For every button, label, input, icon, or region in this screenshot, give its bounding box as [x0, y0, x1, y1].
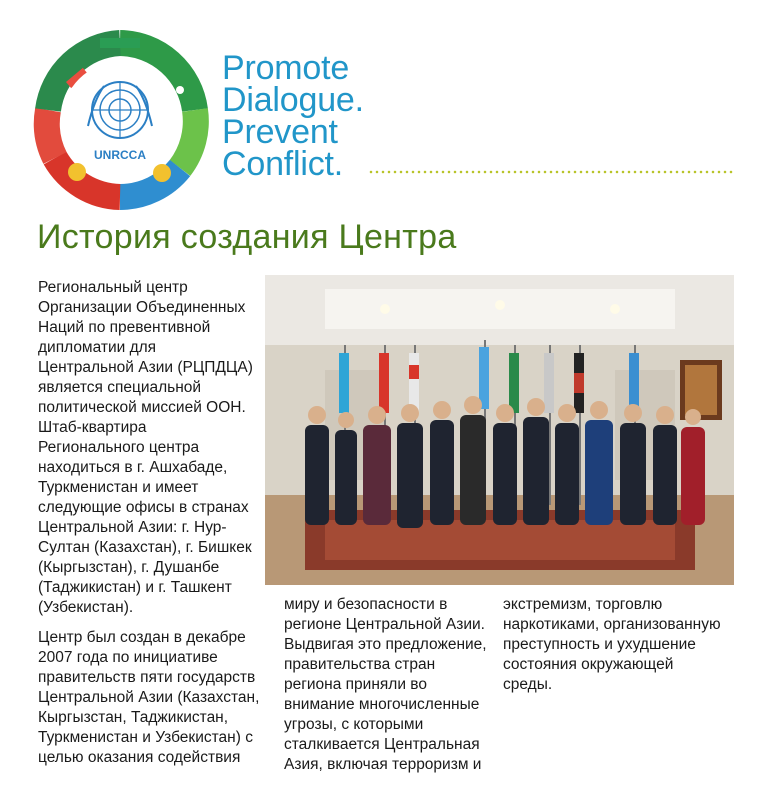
- group-photo-icon: [265, 275, 734, 585]
- text-line: находиться в г. Ашхабаде,: [38, 459, 228, 476]
- page-title: История создания Центра: [37, 218, 457, 256]
- text-line: (Кыргызстан), г. Душанбе: [38, 559, 220, 576]
- text-line: дипломатии для: [38, 339, 157, 356]
- text-line: Организации Объединенных: [38, 299, 246, 316]
- text-line: Кыргызстан, Таджикистан,: [38, 709, 229, 726]
- text-line: 2007 года по инициативе: [38, 649, 218, 666]
- text-line: миру и безопасности в: [284, 596, 448, 613]
- text-line: экстремизм, торговлю: [503, 596, 663, 613]
- text-line: наркотиками, организованную: [503, 616, 721, 633]
- text-line: целью оказания содействия: [38, 749, 241, 766]
- text-line: (Узбекистан).: [38, 599, 134, 616]
- text-line: Центр был создан в декабре: [38, 629, 246, 646]
- text-line: является специальной: [38, 379, 202, 396]
- text-line: Султан (Казахстан), г. Бишкек: [38, 539, 252, 556]
- text-line: Выдвигая это предложение,: [284, 636, 487, 653]
- text-line: Центральной Азии (Казахстан,: [38, 689, 260, 706]
- text-line: Туркменистан и Узбекистан) с: [38, 729, 253, 746]
- text-line: внимание многочисленные: [284, 696, 480, 713]
- column-2: [284, 595, 487, 775]
- text-line: регионе Центральной Азии.: [284, 616, 485, 633]
- text-line: правительств пяти государств: [38, 669, 256, 686]
- text-line: преступность и ухудшение: [503, 636, 696, 653]
- emblem-label: UNRCCA: [94, 148, 146, 162]
- text-line: Регионального центра: [38, 439, 200, 456]
- text-line: региона приняли во: [284, 676, 427, 693]
- text-line: сталкивается Центральная: [284, 736, 480, 753]
- text-line: Азия, включая терроризм и: [284, 756, 482, 773]
- tagline-line-2: Dialogue.: [222, 81, 364, 119]
- text-line: Центральной Азии (РЦПДЦА): [38, 359, 253, 376]
- text-line: Штаб-квартира: [38, 419, 147, 436]
- tagline-line-3: Prevent: [222, 113, 338, 151]
- text-line: Региональный центр: [38, 279, 188, 296]
- column-1: [38, 278, 259, 768]
- tagline-line-4: Conflict.: [222, 145, 344, 183]
- text-line: Наций по превентивной: [38, 319, 211, 336]
- text-line: среды.: [503, 676, 553, 693]
- text-line: Центральной Азии: г. Нур-: [38, 519, 227, 536]
- text-line: состояния окружающей: [503, 656, 674, 673]
- dotted-divider: [368, 170, 733, 174]
- text-line: следующие офисы в странах: [38, 499, 249, 516]
- tagline-line-1: Promote: [222, 49, 350, 87]
- text-line: (Таджикистан) и г. Ташкент: [38, 579, 232, 596]
- text-line: угрозы, с которыми: [284, 716, 424, 733]
- text-line: правительства стран: [284, 656, 436, 673]
- group-photo: [265, 275, 734, 585]
- text-line: Туркменистан и имеет: [38, 479, 199, 496]
- text-line: политической миссией ООН.: [38, 399, 246, 416]
- unrcca-emblem-icon: [30, 30, 210, 210]
- column-3: [503, 595, 721, 695]
- unrcca-logo: [30, 30, 210, 210]
